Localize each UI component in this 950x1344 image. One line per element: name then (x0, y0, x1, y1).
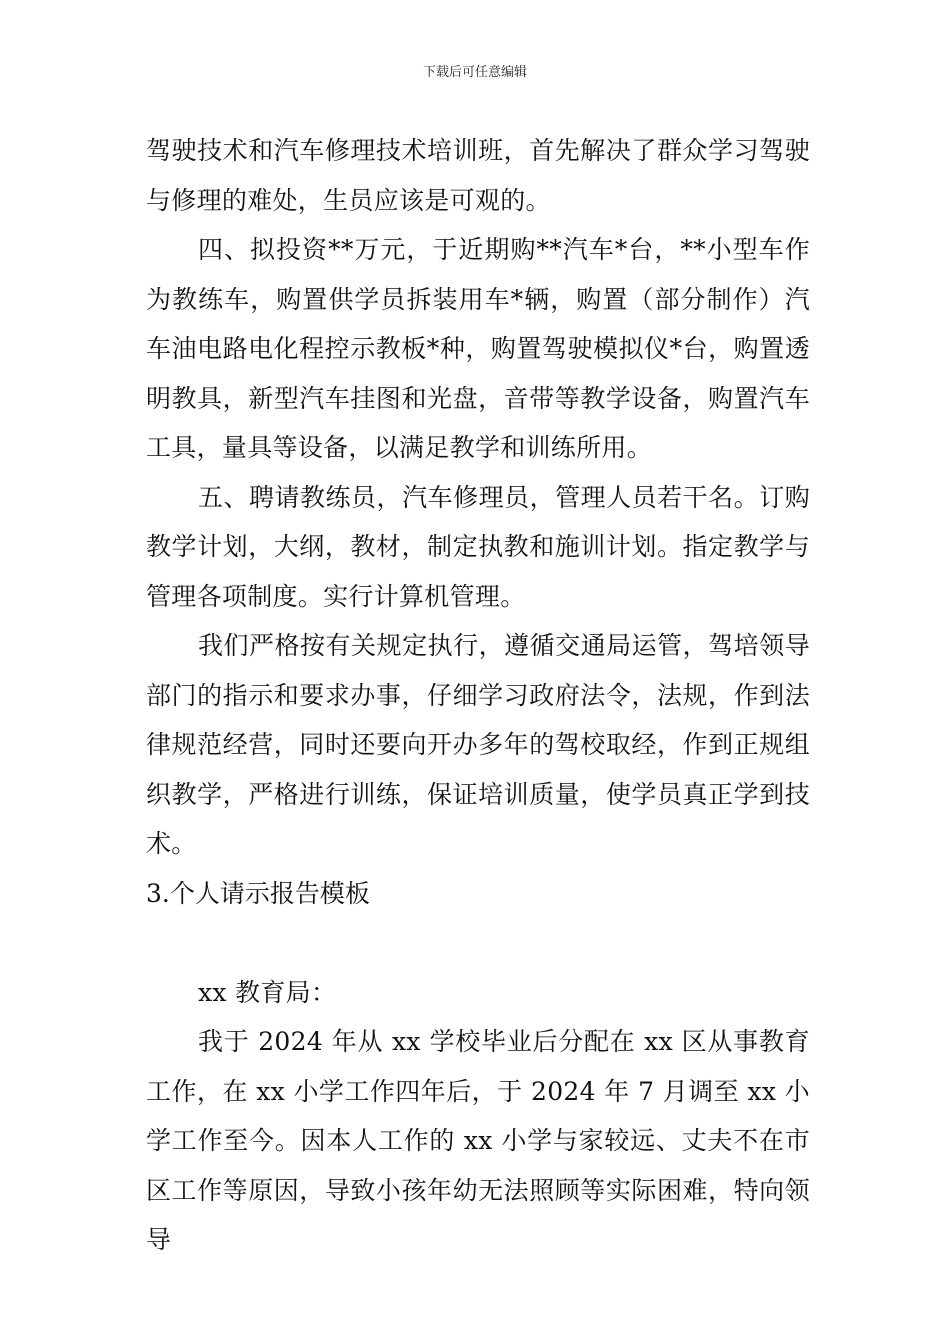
page-header: 下载后可任意编辑 (422, 65, 527, 80)
paragraph-item-four: 四、拟投资**万元，于近期购**汽车*台，**小型车作为教练车，购置供学员拆装用车*辆，购置（部分制作）汽车油电路电化程控示教板*种，购置驾驶模拟仪*台，购置透明教具，新型汽车挂图和光盘，音带等教学设备，购置汽车工具，量具等设备，以满足教学和训练所用。 (146, 235, 810, 462)
section-heading: 3.个人请示报告模板 (146, 878, 370, 908)
document-body (146, 126, 810, 1265)
letter-body: 我于 2024 年从 xx 学校毕业后分配在 xx 区从事教育工作，在 xx 小学工作四年后，于 2024 年 7 月调至 xx 小学工作至今。因本人工作的 xx 小学与家较远、丈夫不在市区工作等原因，导致小孩年幼无法照顾等实际困难，特向领导 (146, 1027, 810, 1254)
letter-salutation: xx 教育局： (198, 977, 337, 1007)
paragraph-commitment: 我们严格按有关规定执行，遵循交通局运管，驾培领导部门的指示和要求办事，仔细学习政府法令，法规，作到法律规范经营，同时还要向开办多年的驾校取经，作到正规组织教学，严格进行训练，保证培训质量，使学员真正学到技术。 (146, 631, 810, 858)
paragraph-continuation: 驾驶技术和汽车修理技术培训班，首先解决了群众学习驾驶与修理的难处，生员应该是可观的。 (146, 136, 810, 215)
blank-line (146, 918, 810, 968)
paragraph-item-five: 五、聘请教练员，汽车修理员，管理人员若干名。订购教学计划，大纲，教材，制定执教和施训计划。指定教学与管理各项制度。实行计算机管理。 (146, 482, 810, 611)
